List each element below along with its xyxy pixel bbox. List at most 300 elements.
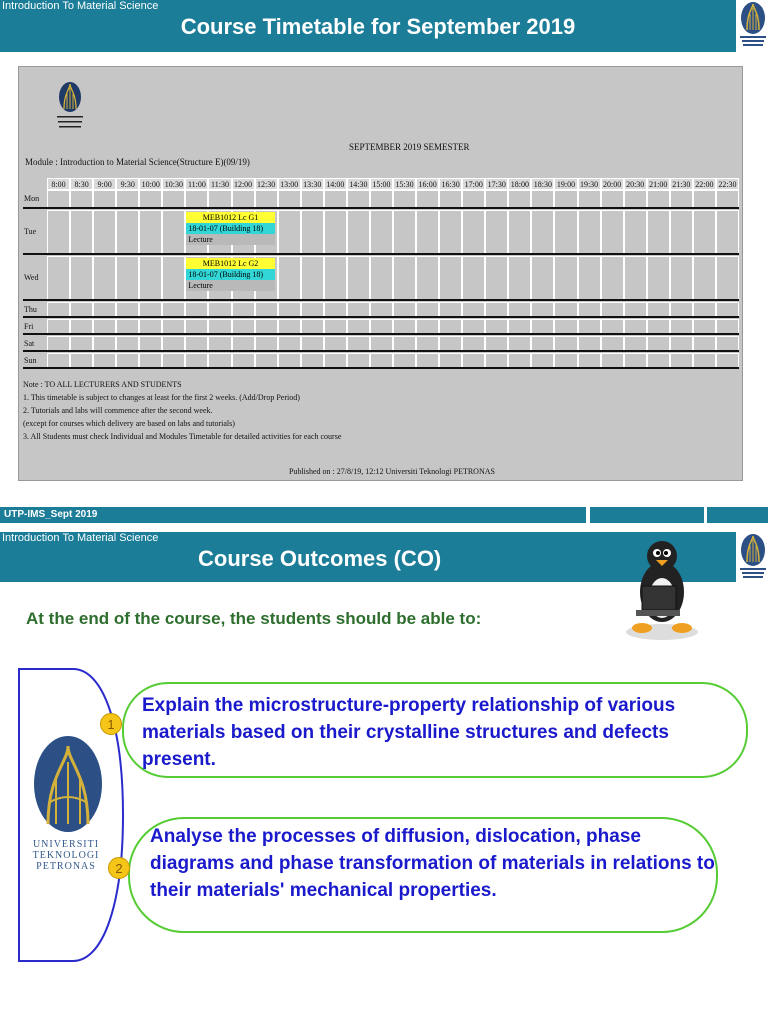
note-line: 2. Tutorials and labs will commence after the second week. [23, 406, 213, 415]
time-slot [554, 319, 577, 334]
time-slot [347, 353, 370, 368]
time-slot [578, 256, 601, 300]
time-slot [485, 210, 508, 254]
outcome-number-badge: 1 [100, 713, 122, 735]
time-header: 13:30 [301, 178, 324, 190]
time-slot [232, 302, 255, 317]
time-slot [462, 353, 485, 368]
time-header: 10:00 [139, 178, 162, 190]
slide-title: Course Outcomes (CO) [198, 546, 442, 571]
semester-label: SEPTEMBER 2019 SEMESTER [349, 142, 470, 152]
lecture-code: MEB1012 Lc G2 [186, 258, 274, 269]
time-slot [624, 190, 647, 208]
time-slot [693, 190, 716, 208]
day-label: Sat [24, 338, 35, 348]
time-slot [47, 210, 70, 254]
time-slot [716, 319, 739, 334]
day-row [23, 256, 739, 300]
time-slot [47, 302, 70, 317]
time-slot [208, 353, 231, 368]
time-slot [416, 256, 439, 300]
time-slot [70, 319, 93, 334]
time-header: 16:30 [439, 178, 462, 190]
time-slot [508, 210, 531, 254]
time-slot [255, 190, 278, 208]
time-slot [554, 336, 577, 351]
time-slot [393, 190, 416, 208]
time-slot [93, 336, 116, 351]
time-slot [139, 319, 162, 334]
time-slot [670, 336, 693, 351]
time-slot [416, 353, 439, 368]
lecture-type: Lecture [186, 280, 274, 291]
university-line: TEKNOLOGI [32, 850, 100, 861]
time-slot [531, 336, 554, 351]
time-slot [70, 353, 93, 368]
time-slot [508, 256, 531, 300]
time-slot [393, 302, 416, 317]
time-slot [531, 302, 554, 317]
time-slot [554, 210, 577, 254]
time-slot [278, 190, 301, 208]
time-slot [416, 190, 439, 208]
footer-bar [0, 507, 586, 523]
time-slot [47, 319, 70, 334]
time-slot [624, 302, 647, 317]
time-slot [370, 336, 393, 351]
time-slot [93, 256, 116, 300]
slide-footer [0, 507, 768, 523]
time-slot [162, 336, 185, 351]
time-slot [624, 319, 647, 334]
time-slot [716, 353, 739, 368]
time-slot [255, 336, 278, 351]
note-line: (except for courses which delivery are based on labs and tutorials) [23, 419, 235, 428]
time-slot [716, 336, 739, 351]
time-slot [508, 353, 531, 368]
utp-logo-icon [53, 81, 87, 133]
day-row [23, 210, 739, 254]
time-slot [693, 319, 716, 334]
time-slot [693, 210, 716, 254]
time-slot [647, 256, 670, 300]
note-line: Note : TO ALL LECTURERS AND STUDENTS [23, 380, 182, 389]
time-slot [70, 190, 93, 208]
time-slot [647, 353, 670, 368]
time-slot [301, 210, 324, 254]
time-slot [647, 336, 670, 351]
time-slot [70, 210, 93, 254]
university-line: PETRONAS [36, 861, 96, 872]
time-slot [578, 190, 601, 208]
time-header: 14:00 [324, 178, 347, 190]
time-slot [116, 256, 139, 300]
time-slot [232, 336, 255, 351]
row-separator [23, 253, 739, 255]
time-slot [139, 210, 162, 254]
time-slot [624, 210, 647, 254]
time-header: 8:30 [70, 178, 93, 190]
slide-title: Course Timetable for September 2019 [180, 14, 576, 39]
time-slot [578, 336, 601, 351]
time-slot [139, 190, 162, 208]
time-slot [139, 256, 162, 300]
time-slot [116, 319, 139, 334]
note-line: 3. All Students must check Individual and Modules Timetable for detailed activities for each course [23, 432, 342, 441]
day-row [23, 353, 739, 368]
time-slot [601, 353, 624, 368]
time-slot [139, 353, 162, 368]
time-slot [670, 190, 693, 208]
day-row [23, 302, 739, 317]
footer-label: UTP-IMS_Sept 2019 [4, 509, 98, 520]
time-slot [439, 210, 462, 254]
outcome-text: Explain the microstructure-property relationship of various materials based on their crystalline structures and defects present. [142, 695, 676, 770]
lecture-block [186, 258, 274, 291]
time-header: 22:30 [716, 178, 739, 190]
time-slot [439, 190, 462, 208]
row-separator [23, 333, 739, 335]
row-separator [23, 367, 739, 369]
time-slot [693, 256, 716, 300]
time-slot [716, 210, 739, 254]
time-slot [508, 302, 531, 317]
time-slot [47, 190, 70, 208]
time-slot [485, 319, 508, 334]
time-slot [70, 256, 93, 300]
time-slot [462, 336, 485, 351]
time-slot [347, 190, 370, 208]
time-header: 18:00 [508, 178, 531, 190]
time-slot [232, 319, 255, 334]
time-slot [185, 190, 208, 208]
time-header: 11:00 [185, 178, 208, 190]
outcome-card [128, 817, 718, 933]
day-label: Wed [24, 273, 39, 282]
lead-text: At the end of the course, the students should be able to: [26, 609, 482, 628]
time-slot [162, 302, 185, 317]
lecture-room: 18-01-07 (Building 18) [186, 269, 274, 280]
day-label: Mon [24, 194, 40, 203]
time-slot [647, 210, 670, 254]
time-slot [716, 256, 739, 300]
time-slot [508, 319, 531, 334]
lecture-room: 18-01-07 (Building 18) [186, 223, 274, 234]
time-header: 9:00 [93, 178, 116, 190]
time-slot [278, 336, 301, 351]
time-slot [324, 353, 347, 368]
time-header: 17:30 [485, 178, 508, 190]
time-header: 22:00 [693, 178, 716, 190]
time-slot [485, 256, 508, 300]
time-slot [232, 190, 255, 208]
time-slot [485, 302, 508, 317]
lecture-block [186, 212, 274, 245]
time-slot [393, 319, 416, 334]
time-slot [208, 336, 231, 351]
time-slot [185, 336, 208, 351]
day-label: Thu [24, 304, 37, 314]
time-slot [370, 302, 393, 317]
time-slot [93, 353, 116, 368]
time-header: 13:00 [278, 178, 301, 190]
time-slot [485, 353, 508, 368]
time-header: 14:30 [347, 178, 370, 190]
time-slot [347, 319, 370, 334]
time-slot [439, 336, 462, 351]
time-slot [716, 190, 739, 208]
university-name [18, 839, 114, 872]
outcome-number-badge: 2 [108, 857, 130, 879]
time-slot [301, 190, 324, 208]
time-slot [601, 302, 624, 317]
time-slot [162, 319, 185, 334]
time-header: 8:00 [47, 178, 70, 190]
timetable-panel [18, 66, 743, 481]
time-header: 15:30 [393, 178, 416, 190]
time-slot [462, 190, 485, 208]
time-header: 17:00 [462, 178, 485, 190]
time-slot [301, 319, 324, 334]
course-label: Introduction To Material Science [2, 532, 159, 544]
time-header: 12:30 [255, 178, 278, 190]
time-slot [208, 302, 231, 317]
time-slot [278, 302, 301, 317]
time-slot [393, 256, 416, 300]
outcome-card [122, 682, 748, 778]
time-slot [278, 210, 301, 254]
time-slot [93, 210, 116, 254]
time-slot [439, 302, 462, 317]
time-slot [601, 319, 624, 334]
time-header: 18:30 [531, 178, 554, 190]
time-slot [278, 353, 301, 368]
utp-logo [738, 532, 768, 580]
time-slot [324, 302, 347, 317]
time-header: 11:30 [208, 178, 231, 190]
time-slot [70, 302, 93, 317]
time-slot [347, 336, 370, 351]
time-slot [416, 319, 439, 334]
time-slot [370, 210, 393, 254]
time-slot [47, 353, 70, 368]
time-slot [93, 319, 116, 334]
time-slot [208, 319, 231, 334]
time-header: 12:00 [232, 178, 255, 190]
time-slot [370, 319, 393, 334]
time-slot [393, 336, 416, 351]
day-row [23, 190, 739, 208]
time-slot [693, 336, 716, 351]
time-slot [93, 190, 116, 208]
time-slot [578, 319, 601, 334]
time-slot [670, 353, 693, 368]
time-slot [693, 353, 716, 368]
time-slot [647, 302, 670, 317]
time-slot [208, 190, 231, 208]
time-slot [416, 302, 439, 317]
time-header: 16:00 [416, 178, 439, 190]
row-separator [23, 316, 739, 318]
time-slot [162, 190, 185, 208]
time-slot [393, 353, 416, 368]
time-slot [347, 302, 370, 317]
time-slot [301, 336, 324, 351]
time-slot [601, 256, 624, 300]
time-slot [531, 353, 554, 368]
time-slot [278, 319, 301, 334]
time-slot [185, 353, 208, 368]
time-slot [554, 256, 577, 300]
time-slot [162, 353, 185, 368]
time-slot [116, 302, 139, 317]
time-slot [416, 336, 439, 351]
time-slot [531, 319, 554, 334]
course-label: Introduction To Material Science [2, 0, 159, 12]
time-slot [324, 190, 347, 208]
time-slot [508, 336, 531, 351]
time-slot [578, 210, 601, 254]
time-slot [370, 256, 393, 300]
day-label: Sun [24, 355, 37, 365]
lecture-code: MEB1012 Lc G1 [186, 212, 274, 223]
time-slot [301, 353, 324, 368]
footer-bar [590, 507, 704, 523]
slide-course-outcomes [0, 527, 768, 1024]
time-header: 21:30 [670, 178, 693, 190]
time-slot [301, 302, 324, 317]
time-header: 15:00 [370, 178, 393, 190]
time-slot [116, 190, 139, 208]
time-slot [531, 256, 554, 300]
time-slot [508, 190, 531, 208]
time-header: 20:30 [624, 178, 647, 190]
time-slot [462, 319, 485, 334]
time-header: 9:30 [116, 178, 139, 190]
time-slot [624, 336, 647, 351]
time-slot [531, 210, 554, 254]
time-slot [162, 256, 185, 300]
day-label: Fri [24, 321, 34, 331]
time-slot [439, 319, 462, 334]
time-slot [670, 319, 693, 334]
time-slot [47, 256, 70, 300]
time-header: 19:00 [554, 178, 577, 190]
timetable-logo [53, 81, 87, 133]
time-slot [624, 256, 647, 300]
utp-logo-icon [738, 0, 768, 48]
time-slot [716, 302, 739, 317]
time-header: 21:00 [647, 178, 670, 190]
published-label: Published on : 27/8/19, 12:12 Universiti Teknologi PETRONAS [289, 467, 495, 476]
time-slot [185, 319, 208, 334]
time-slot [393, 210, 416, 254]
time-slot [485, 336, 508, 351]
time-header: 19:30 [578, 178, 601, 190]
time-slot [647, 319, 670, 334]
day-label: Tue [24, 227, 37, 236]
time-slot [93, 302, 116, 317]
module-label: Module : Introduction to Material Science(Structure E)(09/19) [25, 157, 250, 167]
time-slot [462, 256, 485, 300]
row-separator [23, 350, 739, 352]
time-slot [370, 190, 393, 208]
time-slot [647, 190, 670, 208]
time-slot [347, 256, 370, 300]
day-row [23, 336, 739, 351]
time-slot [185, 302, 208, 317]
time-slot [162, 210, 185, 254]
time-slot [47, 336, 70, 351]
utp-logo-icon [738, 532, 768, 580]
time-slot [693, 302, 716, 317]
time-slot [601, 336, 624, 351]
time-slot [70, 336, 93, 351]
time-slot [531, 190, 554, 208]
lecture-type: Lecture [186, 234, 274, 245]
time-header: 20:00 [601, 178, 624, 190]
time-slot [670, 302, 693, 317]
time-slot [416, 210, 439, 254]
row-separator [23, 299, 739, 301]
time-slot [255, 353, 278, 368]
time-slot [439, 353, 462, 368]
utp-logo [738, 0, 768, 48]
note-line: 1. This timetable is subject to changes at least for the first 2 weeks. (Add/Drop Period) [23, 393, 300, 402]
time-slot [670, 210, 693, 254]
time-slot [601, 190, 624, 208]
utp-logo-icon [20, 732, 116, 842]
time-slot [324, 336, 347, 351]
time-slot [670, 256, 693, 300]
time-slot [278, 256, 301, 300]
time-slot [255, 302, 278, 317]
footer-bar [707, 507, 768, 523]
university-line: UNIVERSITI [32, 839, 100, 850]
time-slot [554, 302, 577, 317]
time-slot [301, 256, 324, 300]
penguin-laptop-icon [622, 532, 700, 644]
time-header: 10:30 [162, 178, 185, 190]
time-slot [139, 336, 162, 351]
timetable-notes [23, 378, 341, 443]
time-slot [462, 210, 485, 254]
time-slot [578, 353, 601, 368]
time-slot [324, 319, 347, 334]
slide-header [0, 0, 736, 52]
time-slot [554, 353, 577, 368]
time-slot [370, 353, 393, 368]
time-slot [232, 353, 255, 368]
time-slot [116, 336, 139, 351]
time-slot [116, 353, 139, 368]
time-slot [601, 210, 624, 254]
time-slot [347, 210, 370, 254]
row-separator [23, 207, 739, 209]
time-slot [439, 256, 462, 300]
time-slot [462, 302, 485, 317]
time-slot [485, 190, 508, 208]
time-slot [578, 302, 601, 317]
time-slot [255, 319, 278, 334]
time-slot [624, 353, 647, 368]
time-slot [139, 302, 162, 317]
outcome-text: Analyse the processes of diffusion, dislocation, phase diagrams and phase transformation of materials in relations to their materials' mechanical properties. [150, 826, 715, 901]
time-slot [324, 210, 347, 254]
time-slot [116, 210, 139, 254]
time-slot [554, 190, 577, 208]
day-row [23, 319, 739, 334]
